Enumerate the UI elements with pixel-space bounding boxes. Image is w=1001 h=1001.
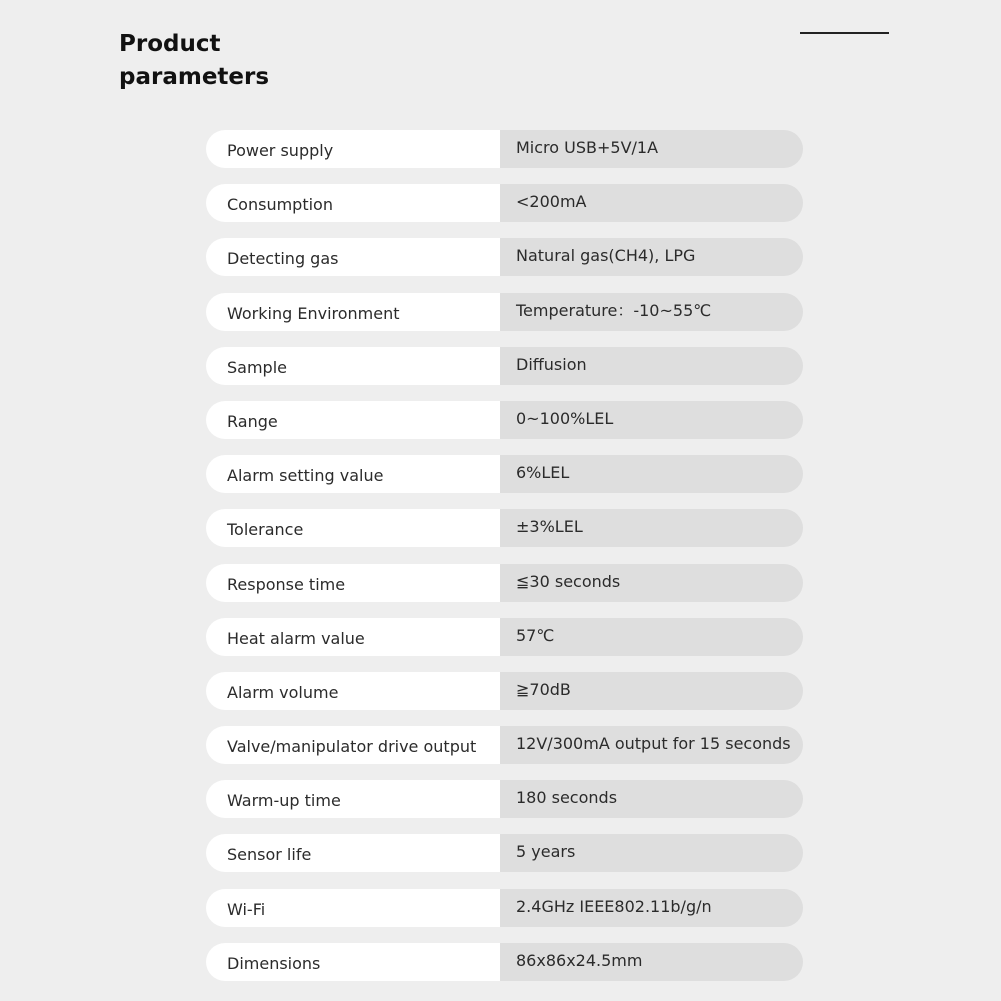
param-label: Alarm setting value (206, 455, 500, 493)
param-value: 180 seconds (500, 780, 803, 818)
param-value: 5 years (500, 834, 803, 872)
param-row-alarm-volume (206, 672, 803, 710)
param-row-sensor-life (206, 834, 803, 872)
param-row-power-supply (206, 130, 803, 168)
param-label: Range (206, 401, 500, 439)
param-row-range (206, 401, 803, 439)
page-title-line-2: parameters (119, 64, 270, 90)
param-row-response-time (206, 564, 803, 602)
param-row-detecting-gas (206, 238, 803, 276)
param-row-sample (206, 347, 803, 385)
param-label: Heat alarm value (206, 618, 500, 656)
param-label: Detecting gas (206, 238, 500, 276)
param-label: Valve/manipulator drive output (206, 726, 500, 764)
param-value: 0~100%LEL (500, 401, 803, 439)
param-row-heat-alarm-value (206, 618, 803, 656)
param-row-warm-up-time (206, 780, 803, 818)
param-label: Wi-Fi (206, 889, 500, 927)
param-label: Alarm volume (206, 672, 500, 710)
param-value: Natural gas(CH4), LPG (500, 238, 803, 276)
param-label: Working Environment (206, 293, 500, 331)
param-label: Sensor life (206, 834, 500, 872)
param-row-alarm-setting-value (206, 455, 803, 493)
param-value: 2.4GHz IEEE802.11b/g/n (500, 889, 803, 927)
param-value: Temperature：-10~55℃ (500, 293, 803, 331)
param-value: ±3%LEL (500, 509, 803, 547)
param-row-wi-fi (206, 889, 803, 927)
param-label: Dimensions (206, 943, 500, 981)
param-value: 86x86x24.5mm (500, 943, 803, 981)
parameters-table (206, 130, 803, 997)
param-value: 6%LEL (500, 455, 803, 493)
param-label: Power supply (206, 130, 500, 168)
param-label: Response time (206, 564, 500, 602)
decorative-divider (800, 32, 889, 34)
param-value: 57℃ (500, 618, 803, 656)
param-value: ≦30 seconds (500, 564, 803, 602)
param-row-consumption (206, 184, 803, 222)
param-label: Tolerance (206, 509, 500, 547)
page-title-line-1: Product (119, 31, 221, 57)
param-value: <200mA (500, 184, 803, 222)
param-row-valve-drive-output (206, 726, 803, 764)
param-row-dimensions (206, 943, 803, 981)
param-row-working-environment (206, 293, 803, 331)
param-value: ≧70dB (500, 672, 803, 710)
page-title (119, 28, 269, 94)
param-value: Diffusion (500, 347, 803, 385)
param-label: Warm-up time (206, 780, 500, 818)
param-value: 12V/300mA output for 15 seconds (500, 726, 803, 764)
param-label: Sample (206, 347, 500, 385)
param-value: Micro USB+5V/1A (500, 130, 803, 168)
param-row-tolerance (206, 509, 803, 547)
param-label: Consumption (206, 184, 500, 222)
